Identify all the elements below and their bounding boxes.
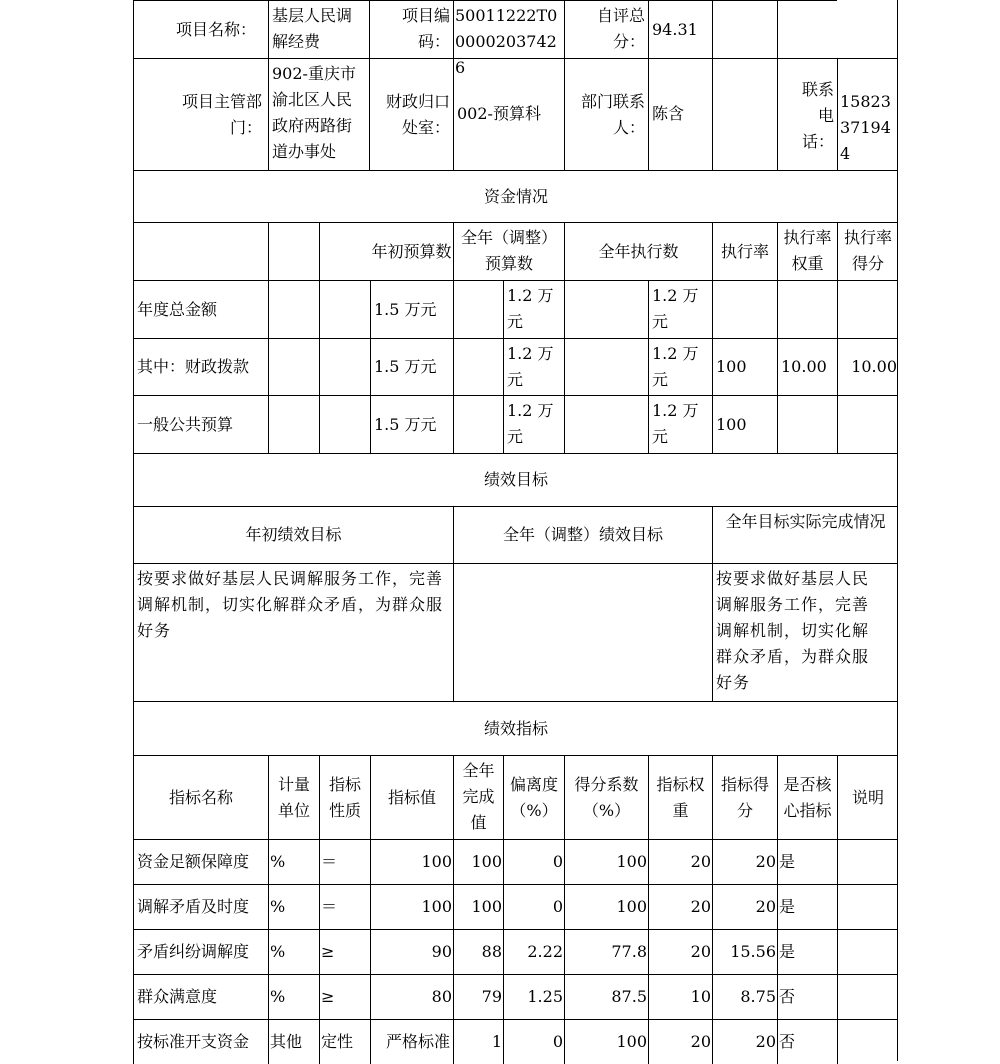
goals-col-initial: 年初绩效目标	[133, 506, 453, 563]
ind-row-actual: 88	[453, 929, 503, 974]
ind-col-value: 指标值	[370, 755, 453, 839]
ind-row-nature: ＝	[319, 884, 370, 929]
ind-row-unit: %	[268, 884, 319, 929]
funds-row-empty	[453, 395, 503, 453]
ind-row-coef: 100	[564, 884, 648, 929]
ind-row-nature: ≥	[319, 974, 370, 1019]
ind-row-weight: 10	[648, 974, 712, 1019]
ind-col-core: 是否核心指标	[777, 755, 837, 839]
table-right-border	[897, 0, 898, 1061]
ind-row-actual: 79	[453, 974, 503, 1019]
ind-row-name: 矛盾纠纷调解度	[133, 929, 268, 974]
ind-col-name: 指标名称	[133, 755, 268, 839]
funds-row-score: 10.00	[837, 338, 898, 395]
ind-col-unit: 计量单位	[268, 755, 319, 839]
funds-col-adjusted: 全年（调整）预算数	[453, 222, 564, 280]
funds-header-empty	[268, 222, 319, 280]
funds-row-empty	[564, 395, 648, 453]
funds-col-rate: 执行率	[712, 222, 777, 280]
funds-row-score	[837, 280, 898, 338]
ind-col-actual: 全年完成值	[453, 755, 503, 839]
ind-row-actual: 100	[453, 884, 503, 929]
funds-row-empty	[319, 280, 370, 338]
ind-col-coef: 得分系数（%）	[564, 755, 648, 839]
ind-row-score: 15.56	[712, 929, 777, 974]
ind-col-weight: 指标权重	[648, 755, 712, 839]
ind-row-nature: ≥	[319, 929, 370, 974]
ind-row-coef: 100	[564, 1019, 648, 1064]
funds-col-weight: 执行率权重	[777, 222, 837, 280]
funds-row-empty	[453, 338, 503, 395]
ind-row-core: 否	[777, 974, 837, 1019]
funds-section-title: 资金情况	[133, 170, 898, 222]
funds-row-empty	[453, 280, 503, 338]
funds-row-initial: 1.5 万元	[370, 395, 453, 453]
ind-row-weight: 20	[648, 839, 712, 884]
project-code-value: 50011222T000002037426	[453, 0, 564, 58]
ind-row-score: 20	[712, 839, 777, 884]
ind-row-deviation: 0	[503, 839, 564, 884]
ind-row-deviation: 1.25	[503, 974, 564, 1019]
goals-col-actual: 全年目标实际完成情况	[712, 506, 898, 563]
ind-row-core: 是	[777, 929, 837, 974]
funds-row-initial: 1.5 万元	[370, 280, 453, 338]
ind-row-name: 调解矛盾及时度	[133, 884, 268, 929]
dept-label: 项目主管部门：	[133, 58, 268, 170]
project-name-label: 项目名称：	[133, 0, 268, 58]
self-score-label: 自评总分：	[564, 0, 648, 58]
phone-label: 联系电话：	[777, 58, 837, 170]
funds-row-rate: 100	[712, 338, 777, 395]
funds-row-executed: 1.2 万元	[648, 338, 712, 395]
goals-initial-text: 按要求做好基层人民调解服务工作，完善调解机制，切实化解群众矛盾，为群众服好务	[133, 563, 453, 701]
ind-row-coef: 77.8	[564, 929, 648, 974]
ind-row-unit: %	[268, 929, 319, 974]
ind-row-name: 按标准开支资金	[133, 1019, 268, 1064]
ind-row-core: 是	[777, 884, 837, 929]
ind-row-score: 20	[712, 884, 777, 929]
ind-row-score: 20	[712, 1019, 777, 1064]
header-empty-cell	[712, 0, 777, 58]
project-name-value: 基层人民调解经费	[268, 0, 369, 58]
funds-row-executed: 1.2 万元	[648, 280, 712, 338]
funds-row-score	[837, 395, 898, 453]
ind-row-core: 否	[777, 1019, 837, 1064]
funds-row-empty	[268, 280, 319, 338]
ind-row-value: 100	[370, 839, 453, 884]
funds-col-initial: 年初预算数	[319, 222, 453, 280]
funds-row-empty	[319, 338, 370, 395]
finance-office-value: 002-预算科	[453, 58, 564, 170]
goals-col-adjusted: 全年（调整）绩效目标	[453, 506, 712, 563]
ind-row-nature: 定性	[319, 1019, 370, 1064]
ind-col-score: 指标得分	[712, 755, 777, 839]
ind-row-coef: 87.5	[564, 974, 648, 1019]
funds-header-empty	[133, 222, 268, 280]
header-empty-cell	[777, 0, 837, 58]
ind-col-note: 说明	[837, 755, 898, 839]
ind-row-name: 资金足额保障度	[133, 839, 268, 884]
ind-row-deviation: 2.22	[503, 929, 564, 974]
ind-col-nature: 指标性质	[319, 755, 370, 839]
funds-row-name: 一般公共预算	[133, 395, 268, 453]
ind-row-coef: 100	[564, 839, 648, 884]
funds-row-empty	[268, 338, 319, 395]
funds-row-adjusted: 1.2 万元	[503, 280, 564, 338]
self-score-value: 94.31	[648, 0, 712, 58]
funds-row-weight: 10.00	[777, 338, 837, 395]
ind-row-nature: ＝	[319, 839, 370, 884]
ind-row-note	[837, 974, 898, 1019]
contact-value: 陈含	[648, 58, 712, 170]
ind-row-value: 90	[370, 929, 453, 974]
dept-value: 902-重庆市渝北区人民政府两路街道办事处	[268, 58, 369, 170]
funds-row-empty	[319, 395, 370, 453]
goals-actual-text: 按要求做好基层人民调解服务工作，完善调解机制，切实化解群众矛盾，为群众服好务	[712, 563, 898, 701]
ind-row-value: 严格标准	[370, 1019, 453, 1064]
ind-row-unit: %	[268, 839, 319, 884]
funds-row-initial: 1.5 万元	[370, 338, 453, 395]
ind-row-weight: 20	[648, 929, 712, 974]
ind-row-deviation: 0	[503, 1019, 564, 1064]
ind-row-value: 80	[370, 974, 453, 1019]
funds-row-empty	[564, 338, 648, 395]
ind-row-weight: 20	[648, 884, 712, 929]
ind-row-note	[837, 839, 898, 884]
ind-row-unit: %	[268, 974, 319, 1019]
performance-report-table	[133, 0, 898, 1061]
funds-col-score: 执行率得分	[837, 222, 898, 280]
funds-row-name: 其中：财政拨款	[133, 338, 268, 395]
header-empty-cell	[712, 58, 777, 170]
funds-row-executed: 1.2 万元	[648, 395, 712, 453]
funds-row-weight	[777, 395, 837, 453]
funds-row-empty	[268, 395, 319, 453]
ind-row-value: 100	[370, 884, 453, 929]
ind-row-note	[837, 884, 898, 929]
ind-row-note	[837, 1019, 898, 1064]
phone-value: 15823371944	[837, 58, 898, 170]
ind-row-deviation: 0	[503, 884, 564, 929]
ind-row-actual: 1	[453, 1019, 503, 1064]
funds-row-empty	[564, 280, 648, 338]
ind-row-note	[837, 929, 898, 974]
project-code-label: 项目编码：	[369, 0, 453, 58]
ind-row-core: 是	[777, 839, 837, 884]
funds-row-rate	[712, 280, 777, 338]
ind-row-unit: 其他	[268, 1019, 319, 1064]
ind-row-score: 8.75	[712, 974, 777, 1019]
ind-row-actual: 100	[453, 839, 503, 884]
indicators-section-title: 绩效指标	[133, 701, 898, 755]
funds-row-rate: 100	[712, 395, 777, 453]
goals-adjusted-text	[453, 563, 712, 701]
ind-row-weight: 20	[648, 1019, 712, 1064]
funds-col-executed: 全年执行数	[564, 222, 712, 280]
contact-label: 部门联系人：	[564, 58, 648, 170]
funds-row-adjusted: 1.2 万元	[503, 338, 564, 395]
funds-row-adjusted: 1.2 万元	[503, 395, 564, 453]
ind-row-name: 群众满意度	[133, 974, 268, 1019]
finance-office-label: 财政归口处室：	[369, 58, 453, 170]
funds-row-weight	[777, 280, 837, 338]
goals-section-title: 绩效目标	[133, 453, 898, 506]
ind-col-deviation: 偏离度（%）	[503, 755, 564, 839]
funds-row-name: 年度总金额	[133, 280, 268, 338]
